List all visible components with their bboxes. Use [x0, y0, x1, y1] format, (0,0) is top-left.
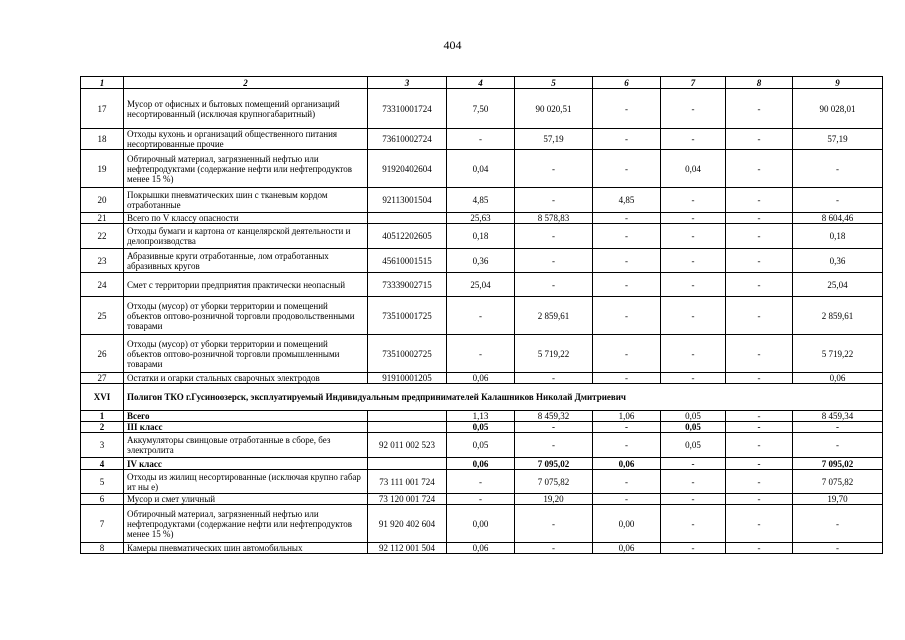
section-row — [81, 384, 883, 411]
value-cell: - — [661, 505, 726, 543]
section-number: XVI — [81, 384, 124, 411]
header-cell: 4 — [447, 77, 515, 89]
table-row — [81, 150, 883, 188]
table-row — [81, 297, 883, 335]
waste-name-cell: Отходы (мусор) от уборки территории и помещений объектов оптово-розничной торговли продовольственными товарами — [124, 297, 368, 335]
value-cell: - — [726, 213, 793, 224]
value-cell: - — [661, 89, 726, 129]
value-cell: - — [793, 505, 883, 543]
value-cell: - — [661, 273, 726, 297]
value-cell: 90 020,51 — [515, 89, 593, 129]
value-cell: - — [726, 188, 793, 213]
table-row — [81, 433, 883, 458]
value-cell: - — [726, 150, 793, 188]
value-cell: - — [447, 494, 515, 505]
waste-name-cell: Смет с территории предприятия практически неопасный — [124, 273, 368, 297]
value-cell: 19,20 — [515, 494, 593, 505]
value-cell: - — [661, 335, 726, 373]
fkko-code-cell: 92113001504 — [368, 188, 447, 213]
value-cell: - — [515, 188, 593, 213]
row-number-cell: 18 — [81, 129, 124, 150]
value-cell: 7,50 — [447, 89, 515, 129]
row-number-cell: 27 — [81, 373, 124, 384]
row-number-cell: 17 — [81, 89, 124, 129]
value-cell: 0,18 — [447, 224, 515, 249]
waste-table — [80, 76, 883, 554]
fkko-code-cell — [368, 422, 447, 433]
value-cell: - — [726, 543, 793, 554]
value-cell: - — [661, 129, 726, 150]
value-cell: - — [726, 335, 793, 373]
value-cell: - — [593, 373, 661, 384]
value-cell: - — [726, 470, 793, 494]
value-cell: - — [726, 129, 793, 150]
waste-name-cell: III класс — [124, 422, 368, 433]
header-cell: 5 — [515, 77, 593, 89]
waste-name-cell: IV класс — [124, 458, 368, 470]
value-cell: 1,13 — [447, 411, 515, 422]
value-cell: - — [726, 505, 793, 543]
value-cell: - — [593, 213, 661, 224]
row-number-cell: 5 — [81, 470, 124, 494]
value-cell: - — [726, 433, 793, 458]
row-number-cell: 26 — [81, 335, 124, 373]
waste-name-cell: Отходы (мусор) от уборки территории и помещений объектов оптово-розничной торговли промышленными товарами — [124, 335, 368, 373]
value-cell: - — [447, 470, 515, 494]
value-cell: - — [793, 188, 883, 213]
row-number-cell: 25 — [81, 297, 124, 335]
value-cell: 57,19 — [515, 129, 593, 150]
value-cell: - — [661, 188, 726, 213]
value-cell: 8 459,32 — [515, 411, 593, 422]
value-cell: - — [447, 297, 515, 335]
value-cell: 0,06 — [593, 458, 661, 470]
value-cell: 1,06 — [593, 411, 661, 422]
table-row — [81, 129, 883, 150]
value-cell: - — [661, 213, 726, 224]
waste-name-cell: Мусор от офисных и бытовых помещений организаций несортированный (исключая крупногабаритный) — [124, 89, 368, 129]
value-cell: 90 028,01 — [793, 89, 883, 129]
value-cell: 2 859,61 — [793, 297, 883, 335]
fkko-code-cell: 91920402604 — [368, 150, 447, 188]
value-cell: 0,05 — [661, 433, 726, 458]
value-cell: 0,36 — [793, 249, 883, 273]
fkko-code-cell: 73310001724 — [368, 89, 447, 129]
fkko-code-cell: 45610001515 — [368, 249, 447, 273]
waste-name-cell: Аккумуляторы свинцовые отработанные в сборе, без электролита — [124, 433, 368, 458]
value-cell: 0,05 — [661, 411, 726, 422]
value-cell: - — [515, 373, 593, 384]
header-cell: 7 — [661, 77, 726, 89]
value-cell: - — [726, 89, 793, 129]
value-cell: - — [593, 224, 661, 249]
value-cell: - — [726, 273, 793, 297]
value-cell: 57,19 — [793, 129, 883, 150]
value-cell: 2 859,61 — [515, 297, 593, 335]
value-cell: - — [515, 224, 593, 249]
value-cell: - — [726, 422, 793, 433]
table-row — [81, 470, 883, 494]
row-number-cell: 4 — [81, 458, 124, 470]
value-cell: 19,70 — [793, 494, 883, 505]
waste-name-cell: Отходы бумаги и картона от канцелярской деятельности и делопроизводства — [124, 224, 368, 249]
row-number-cell: 21 — [81, 213, 124, 224]
value-cell: - — [793, 150, 883, 188]
value-cell: 25,04 — [793, 273, 883, 297]
value-cell: - — [726, 249, 793, 273]
header-cell: 1 — [81, 77, 124, 89]
page-number: 404 — [443, 38, 462, 52]
fkko-code-cell: 73 111 001 724 — [368, 470, 447, 494]
value-cell: - — [515, 150, 593, 188]
waste-name-cell: Всего — [124, 411, 368, 422]
value-cell: - — [793, 433, 883, 458]
row-number-cell: 22 — [81, 224, 124, 249]
waste-name-cell: Камеры пневматических шин автомобильных — [124, 543, 368, 554]
table-row — [81, 411, 883, 422]
value-cell: - — [726, 297, 793, 335]
table-row — [81, 89, 883, 129]
table-row — [81, 494, 883, 505]
value-cell: 0,06 — [793, 373, 883, 384]
value-cell: - — [593, 433, 661, 458]
fkko-code-cell — [368, 411, 447, 422]
fkko-code-cell: 91910001205 — [368, 373, 447, 384]
table-row — [81, 543, 883, 554]
value-cell: 25,63 — [447, 213, 515, 224]
value-cell: 0,04 — [661, 150, 726, 188]
value-cell: - — [593, 297, 661, 335]
header-cell: 9 — [793, 77, 883, 89]
value-cell: 8 578,83 — [515, 213, 593, 224]
waste-name-cell: Абразивные круги отработанные, лом отработанных абразивных кругов — [124, 249, 368, 273]
row-number-cell: 2 — [81, 422, 124, 433]
waste-name-cell: Всего по V классу опасности — [124, 213, 368, 224]
row-number-cell: 7 — [81, 505, 124, 543]
value-cell: 7 075,82 — [793, 470, 883, 494]
value-cell: - — [726, 494, 793, 505]
value-cell: - — [661, 297, 726, 335]
value-cell: 25,04 — [447, 273, 515, 297]
value-cell: 0,06 — [593, 543, 661, 554]
value-cell: - — [515, 249, 593, 273]
value-cell: - — [593, 494, 661, 505]
header-row — [81, 77, 883, 89]
table-row — [81, 213, 883, 224]
value-cell: - — [515, 505, 593, 543]
header-cell: 2 — [124, 77, 368, 89]
value-cell: - — [515, 422, 593, 433]
header-cell: 6 — [593, 77, 661, 89]
value-cell: - — [447, 335, 515, 373]
row-number-cell: 3 — [81, 433, 124, 458]
fkko-code-cell: 73510001725 — [368, 297, 447, 335]
fkko-code-cell — [368, 213, 447, 224]
value-cell: 5 719,22 — [515, 335, 593, 373]
value-cell: 8 604,46 — [793, 213, 883, 224]
value-cell: - — [661, 470, 726, 494]
header-cell: 8 — [726, 77, 793, 89]
table-row — [81, 422, 883, 433]
value-cell: - — [726, 224, 793, 249]
value-cell: 0,05 — [661, 422, 726, 433]
value-cell: 0,06 — [447, 458, 515, 470]
value-cell: - — [515, 273, 593, 297]
table-row — [81, 224, 883, 249]
value-cell: - — [593, 129, 661, 150]
value-cell: - — [515, 433, 593, 458]
table-row — [81, 188, 883, 213]
table-row — [81, 373, 883, 384]
row-number-cell: 23 — [81, 249, 124, 273]
value-cell: - — [726, 373, 793, 384]
fkko-code-cell: 92 112 001 504 — [368, 543, 447, 554]
value-cell: - — [593, 470, 661, 494]
value-cell: - — [726, 458, 793, 470]
value-cell: - — [793, 422, 883, 433]
row-number-cell: 19 — [81, 150, 124, 188]
value-cell: 0,04 — [447, 150, 515, 188]
value-cell: - — [661, 543, 726, 554]
value-cell: - — [593, 150, 661, 188]
value-cell: - — [593, 89, 661, 129]
table-row — [81, 249, 883, 273]
value-cell: 0,00 — [593, 505, 661, 543]
value-cell: 0,36 — [447, 249, 515, 273]
fkko-code-cell: 73339002715 — [368, 273, 447, 297]
row-number-cell: 1 — [81, 411, 124, 422]
fkko-code-cell: 40512202605 — [368, 224, 447, 249]
value-cell: - — [593, 249, 661, 273]
value-cell: 5 719,22 — [793, 335, 883, 373]
row-number-cell: 6 — [81, 494, 124, 505]
value-cell: 4,85 — [447, 188, 515, 213]
row-number-cell: 24 — [81, 273, 124, 297]
waste-name-cell: Отходы из жилищ несортированные (исключая крупно габар ит ны е) — [124, 470, 368, 494]
fkko-code-cell: 92 011 002 523 — [368, 433, 447, 458]
value-cell: - — [593, 335, 661, 373]
value-cell: 0,05 — [447, 422, 515, 433]
value-cell: - — [793, 543, 883, 554]
value-cell: 0,00 — [447, 505, 515, 543]
value-cell: 7 075,82 — [515, 470, 593, 494]
value-cell: 8 459,34 — [793, 411, 883, 422]
value-cell: 7 095,02 — [515, 458, 593, 470]
fkko-code-cell: 91 920 402 604 — [368, 505, 447, 543]
value-cell: - — [661, 373, 726, 384]
value-cell: - — [726, 411, 793, 422]
value-cell: 0,18 — [793, 224, 883, 249]
value-cell: - — [661, 249, 726, 273]
row-number-cell: 8 — [81, 543, 124, 554]
value-cell: 0,06 — [447, 373, 515, 384]
table-row — [81, 335, 883, 373]
value-cell: 7 095,02 — [793, 458, 883, 470]
value-cell: - — [447, 129, 515, 150]
waste-name-cell: Остатки и огарки стальных сварочных электродов — [124, 373, 368, 384]
waste-name-cell: Отходы кухонь и организаций общественного питания несортированные прочие — [124, 129, 368, 150]
fkko-code-cell: 73510002725 — [368, 335, 447, 373]
table-row — [81, 458, 883, 470]
value-cell: - — [515, 543, 593, 554]
fkko-code-cell: 73 120 001 724 — [368, 494, 447, 505]
value-cell: - — [661, 494, 726, 505]
value-cell: - — [593, 273, 661, 297]
value-cell: - — [593, 422, 661, 433]
waste-name-cell: Обтирочный материал, загрязненный нефтью или нефтепродуктами (содержание нефти или нефтепродуктов менее 15 %) — [124, 150, 368, 188]
value-cell: 0,06 — [447, 543, 515, 554]
value-cell: 4,85 — [593, 188, 661, 213]
waste-name-cell: Мусор и смет уличный — [124, 494, 368, 505]
table-row — [81, 273, 883, 297]
header-cell: 3 — [368, 77, 447, 89]
section-title: Полигон ТКО г.Гусиноозерск, эксплуатируемый Индивидуальным предпринимателей Калашников Николай Дмитриевич — [124, 384, 883, 411]
waste-name-cell: Обтирочный материал, загрязненный нефтью или нефтепродуктами (содержание нефти или нефтепродуктов менее 15 %) — [124, 505, 368, 543]
fkko-code-cell: 73610002724 — [368, 129, 447, 150]
table-row — [81, 505, 883, 543]
value-cell: - — [661, 224, 726, 249]
waste-name-cell: Покрышки пневматических шин с тканевым кордом отработанные — [124, 188, 368, 213]
value-cell: 0,05 — [447, 433, 515, 458]
row-number-cell: 20 — [81, 188, 124, 213]
fkko-code-cell — [368, 458, 447, 470]
value-cell: - — [661, 458, 726, 470]
